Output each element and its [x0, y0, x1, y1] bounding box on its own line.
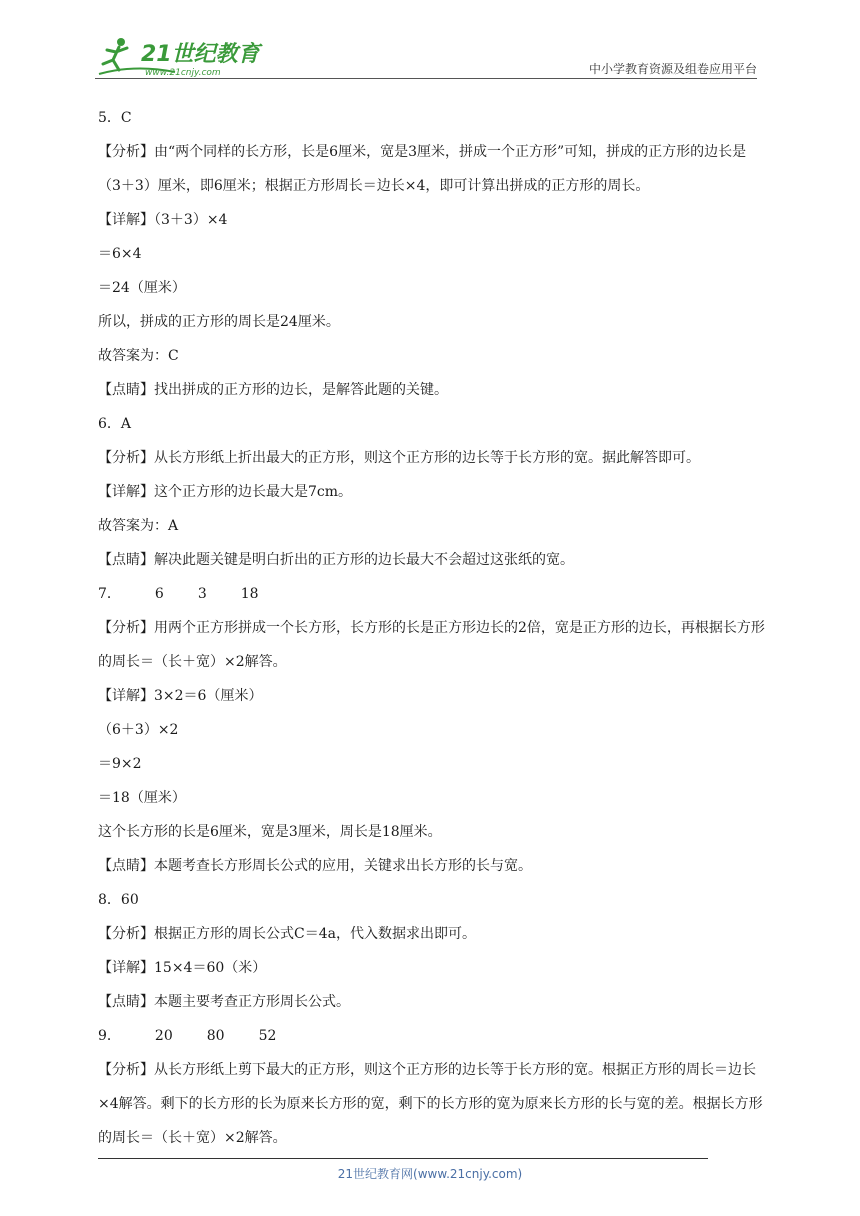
text-line: 【点睛】本题主要考查正方形周长公式。: [98, 994, 350, 1010]
logo-text: 21世纪教育: [141, 42, 260, 67]
text-line: 【详解】（3＋3）×4: [98, 212, 228, 228]
logo-url: www.21cnjy.com: [145, 68, 221, 78]
text-line: ＝9×2: [98, 756, 142, 772]
footer-divider: [98, 1158, 708, 1159]
logo-21cnjy: [95, 34, 275, 78]
text-line: 【点睛】解决此题关键是明白折出的正方形的边长最大不会超过这张纸的宽。: [98, 552, 574, 568]
text-line: 故答案为：A: [98, 518, 179, 534]
text-line: 【详解】3×2＝6（厘米）: [98, 688, 263, 704]
text-line: 【点睛】本题考查长方形周长公式的应用，关键求出长方形的长与宽。: [98, 858, 532, 874]
page-header: [95, 30, 757, 80]
answer-blank: 3: [197, 586, 207, 602]
question-9-answers: [98, 1019, 766, 1053]
answer-blank: 6: [154, 586, 164, 602]
text-line: 【分析】用两个正方形拼成一个长方形，长方形的长是正方形边长的2倍，宽是正方形的边长，再根据长方形的周长＝（长＋宽）×2解答。: [98, 620, 765, 670]
text-line: 【详解】15×4＝60（米）: [98, 960, 267, 976]
text-line: ＝18（厘米）: [98, 790, 186, 806]
text-line: 所以，拼成的正方形的周长是24厘米。: [98, 314, 340, 330]
text-line: ＝24（厘米）: [98, 280, 186, 296]
text-line: 【分析】由“两个同样的长方形，长是6厘米，宽是3厘米，拼成一个正方形”可知，拼成的正方形的边长是（3＋3）厘米，即6厘米；根据正方形周长＝边长×4，即可计算出拼成的正方形的周长。: [98, 144, 747, 194]
text-line: 【分析】从长方形纸上剪下最大的正方形，则这个正方形的边长等于长方形的宽。根据正方形的周长＝边长×4解答。剩下的长方形的长为原来长方形的宽，剩下的长方形的宽为原来长方形的长与宽的差。根据长方形的周长＝（长＋宽）×2解答。: [98, 1062, 763, 1146]
text-line: （6＋3）×2: [98, 722, 179, 738]
answer-blank: 52: [258, 1028, 277, 1044]
text-line: 【分析】从长方形纸上折出最大的正方形，则这个正方形的边长等于长方形的宽。据此解答即可。: [98, 450, 700, 466]
answer-content: [98, 101, 766, 1155]
header-divider: [95, 78, 757, 79]
text-line: ＝6×4: [98, 246, 142, 262]
answer-blank: 80: [206, 1028, 225, 1044]
question-number: 7．: [98, 586, 121, 602]
answer-blank: 18: [240, 586, 259, 602]
text-line: 6．A: [98, 416, 132, 432]
text-line: 【点睛】找出拼成的正方形的边长，是解答此题的关键。: [98, 382, 448, 398]
text-line: 故答案为：C: [98, 348, 179, 364]
text-line: 这个长方形的长是6厘米，宽是3厘米，周长是18厘米。: [98, 824, 442, 840]
text-line: 5．C: [98, 110, 132, 126]
question-number: 9．: [98, 1028, 121, 1044]
text-line: 【分析】根据正方形的周长公式C＝4a，代入数据求出即可。: [98, 926, 476, 942]
header-platform-text: 中小学教育资源及组卷应用平台: [588, 62, 757, 76]
question-7-answers: [98, 577, 766, 611]
answer-blank: 20: [154, 1028, 173, 1044]
text-line: 8．60: [98, 892, 139, 908]
text-line: 【详解】这个正方形的边长最大是7cm。: [98, 484, 353, 500]
footer-text[interactable]: 21世纪教育网(www.21cnjy.com): [337, 1167, 523, 1181]
